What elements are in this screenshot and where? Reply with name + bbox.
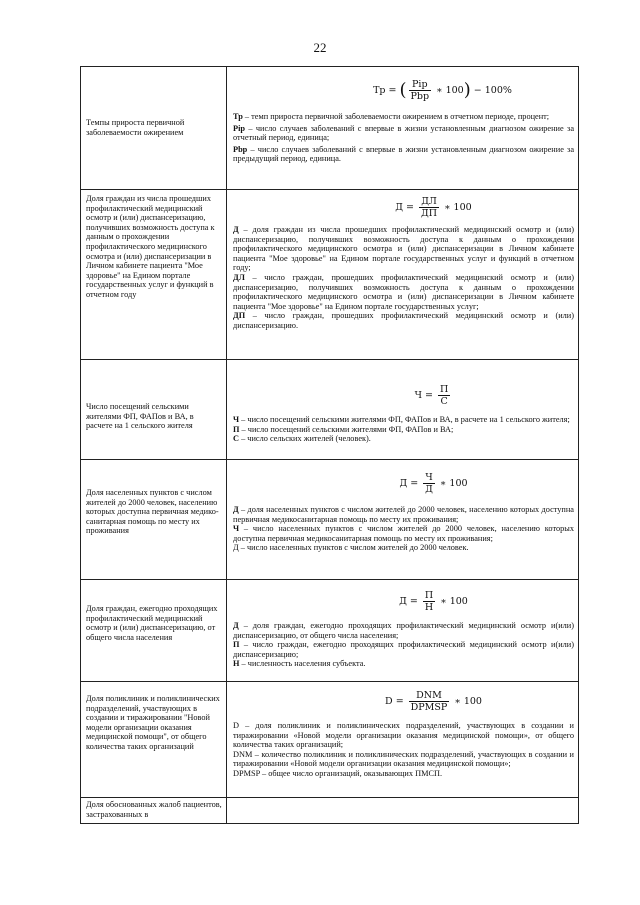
indicator-label-cell (81, 67, 227, 190)
indicator-label: Доля поликлиник и поликлинических подразделений, участвующих в создании и тиражировании "Новой модели организации оказания медицинской помощи", от общего количества таких организаций (86, 694, 220, 751)
table-row (81, 190, 579, 360)
definition: Д – доля граждан, ежегодно проходящих профилактический медицинский осмотр и(или) диспансеризацию, от общего числа населения; (233, 621, 574, 640)
indicator-label-cell (81, 682, 227, 798)
table-row (81, 360, 579, 460)
formula-cell (227, 580, 579, 682)
indicator-label-cell (81, 580, 227, 682)
definition: П – число посещений сельскими жителями ФП, ФАПов и ВА; (233, 424, 454, 434)
page-number: 22 (313, 40, 327, 55)
formula-cell (227, 190, 579, 360)
definition: Pbp – число случаев заболеваний с впервые в жизни установленным диагнозом ожирение за предыдущий период, единица. (233, 144, 574, 164)
formula-cell (227, 682, 579, 798)
formula: Д = $\frac{Ч}{Д}$ ∗ 100 (399, 472, 468, 495)
indicator-label: Темпы прироста первичной заболеваемости ожирением (86, 118, 185, 137)
indicator-label: Доля граждан из числа прошедших профилактический медицинский осмотр и (или) диспансеризацию, получивших возможность доступа к данным о прохождении профилактического медицинского осмотра и (или) диспансеризации в Личном кабинете пациента "Мое здоровье" на Едином портале государственных услуг и функций в отчетном году (86, 194, 215, 299)
table-row (81, 682, 579, 798)
indicator-label: Доля населенных пунктов с числом жителей до 2000 человек, населению которых доступна первичная медико-санитарная помощь по месту их проживания (86, 488, 219, 536)
definition: Д – число населенных пунктов с числом жителей до 2000 человек. (233, 543, 469, 553)
definition: Д – доля граждан из числа прошедших профилактический медицинский осмотр и (или) диспансеризацию, получивших возможность доступа к данным о прохождении профилактического медицинского осмотра и (или) диспансеризации в Личном кабинете пациента "Мое здоровье" на Едином портале государственных услуг и функций в отчетном году; (233, 225, 574, 273)
definition: Н – численность населения субъекта. (233, 659, 366, 669)
formula-cell (227, 67, 579, 190)
indicator-label-cell (81, 190, 227, 360)
formula: Ч = $\frac{П}{С}$ (414, 384, 449, 407)
table-row (81, 798, 579, 824)
definition: ДЛ – число граждан, прошедших профилактический медицинский осмотр и (или) диспансеризацию, получивших возможность доступа к данным о прохождении профилактического медицинского осмотра и (или) диспансеризации в Личном кабинете пациента "Мое здоровье" на Едином портале государственных услуг; (233, 272, 574, 311)
definition: Тр – темп прироста первичной заболеваемости ожирением в отчетном периоде, процент; (233, 112, 550, 121)
definition: П – число граждан, ежегодно проходящих профилактический медицинский осмотр и(или) диспансеризацию; (233, 640, 574, 659)
formula-cell (227, 798, 579, 824)
indicator-label-cell (81, 360, 227, 460)
definition: DNM – количество поликлиник и поликлинических подразделений, участвующих в создании и тиражировании «Новой модели организации оказания медицинской помощи»; (233, 749, 574, 769)
formula-cell (227, 360, 579, 460)
formula: Тр = ( $\frac{\text{Pip}}{\text{Pbp}}$ ∗ 100) − 100% (373, 79, 512, 102)
indicator-label: Доля граждан, ежегодно проходящих профилактический медицинский осмотр и (или) диспансеризацию, от общего числа населения (86, 604, 218, 642)
definition: Ч – число посещений сельскими жителями ФП, ФАПов и ВА, в расчете на 1 сельского жителя; (233, 415, 570, 424)
definition: DPMSP – общее число организаций, оказывающих ПМСП. (233, 768, 443, 778)
definition: С – число сельских жителей (человек). (233, 434, 371, 444)
table-row (81, 460, 579, 580)
table-row (81, 67, 579, 190)
definition: D – доля поликлиник и поликлинических подразделений, участвующих в создании и тиражировании «Новой модели организации оказания медицинской помощи», от общего количества таких организаций; (233, 721, 574, 750)
definition: Д – доля населенных пунктов с числом жителей до 2000 человек, населению которых доступна первичная медикосанитарная помощь по месту их проживания; (233, 505, 574, 524)
formula: Д = $\frac{ДЛ}{ДП}$ ∗ 100 (395, 196, 472, 219)
indicator-label-cell (81, 798, 227, 824)
definition: Ч – число населенных пунктов с числом жителей до 2000 человек, населению которых доступна первичная медикосанитарная помощь по месту их проживания; (233, 524, 574, 543)
table-row (81, 580, 579, 682)
indicator-label-cell (81, 460, 227, 580)
definition: ДП – число граждан, прошедших профилактический медицинский осмотр и (или) диспансеризацию. (233, 311, 574, 330)
formula-cell (227, 460, 579, 580)
formula: Д = $\frac{П}{Н}$ ∗ 100 (399, 590, 468, 613)
formula: D = $\frac{\text{DNM}}{\text{DPMSP}}$ ∗ 100 (385, 690, 482, 713)
indicator-label: Число посещений сельскими жителями ФП, ФАПов и ВА, в расчете на 1 сельского жителя (86, 402, 194, 431)
indicator-label: Доля обоснованных жалоб пациентов, застрахованных в (86, 800, 222, 819)
indicator-table (80, 66, 579, 824)
definition: Pip – число случаев заболеваний с впервые в жизни установленным диагнозом ожирение за отчетный период, единица; (233, 123, 574, 143)
